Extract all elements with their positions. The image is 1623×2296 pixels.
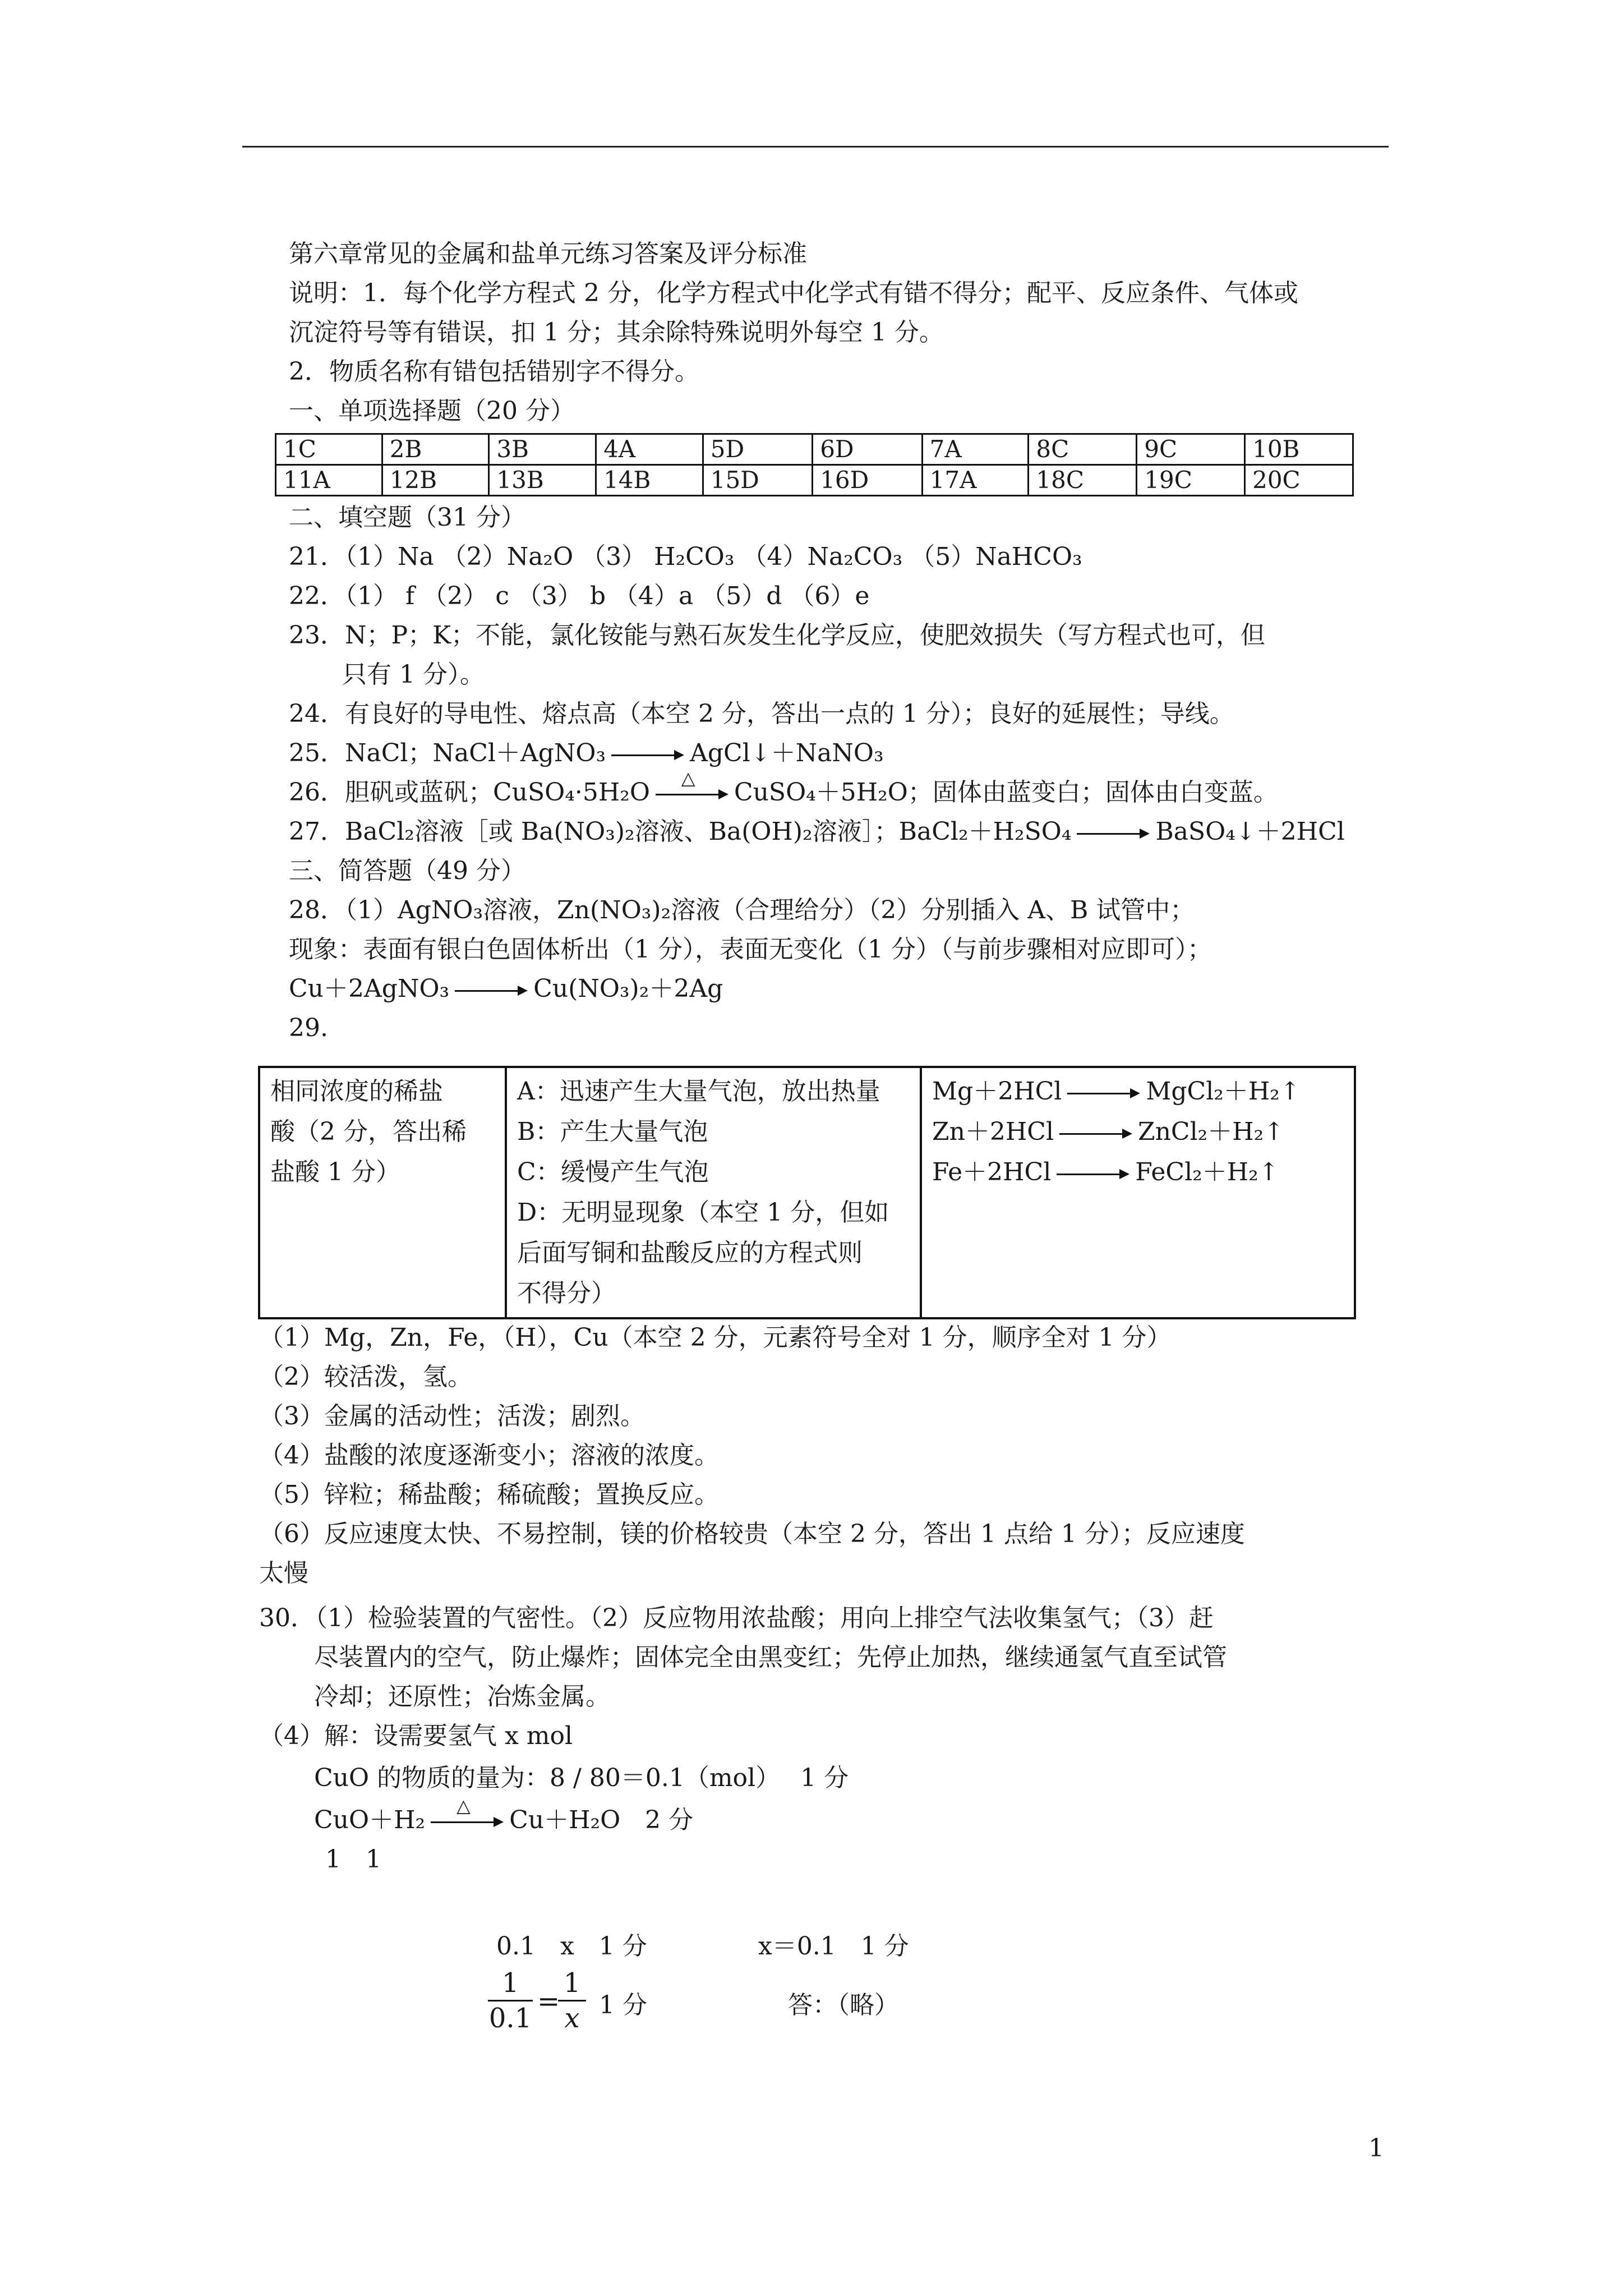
fraction-numerator: 1 — [501, 1967, 519, 1999]
final-answer: 答：（略） — [788, 1991, 899, 2019]
document-title: 第六章常见的金属和盐单元练习答案及评分标准 — [289, 240, 807, 268]
header-rule — [242, 146, 1389, 148]
answer-30-line-4: （4）解：设需要氢气 x mol — [259, 1722, 573, 1750]
equation-left: Fe＋2HCl — [932, 1158, 1052, 1186]
table-cell: 7A — [922, 434, 1029, 465]
note-line-2: 沉淀符号等有错误，扣 1 分；其余除特殊说明外每空 1 分。 — [289, 318, 944, 347]
table-cell: 1C — [276, 434, 382, 465]
equation-right: FeCl₂＋H₂↑ — [1135, 1158, 1279, 1186]
fraction-left — [488, 1966, 533, 2035]
table-cell: 6D — [813, 434, 922, 465]
heating-arrow-icon — [431, 1795, 504, 1830]
answer-29-line-2: （2）较活泼，氢。 — [259, 1363, 472, 1391]
equation-line — [932, 1071, 1344, 1112]
table-cell: 8C — [1029, 434, 1137, 465]
table-cell: 13B — [489, 465, 596, 496]
heating-arrow-icon — [656, 767, 728, 803]
reaction-arrow-icon — [611, 747, 684, 763]
answer-30-proportion-values: 0.1 x 1 分 — [496, 1932, 647, 1961]
answer-29-line-1: （1）Mg，Zn，Fe，（H），Cu（本空 2 分，元素符号全对 1 分，顺序全对 1 分） — [259, 1323, 1172, 1352]
answer-29-line-6: （6）反应速度太快、不易控制，镁的价格较贵（本空 2 分，答出 1 点给 1 分）；反应速度 — [259, 1520, 1245, 1548]
equation-left: Zn＋2HCl — [932, 1117, 1054, 1146]
answer-23-line-2: 只有 1 分）。 — [342, 660, 485, 689]
table-cell: 14B — [596, 465, 703, 496]
fraction-denominator: x — [564, 2003, 580, 2034]
choice-answer-table — [275, 433, 1354, 496]
equation-left: 27．BaCl₂溶液［或 Ba(NO₃)₂溶液、Ba(OH)₂溶液］；BaCl₂＋H₂SO₄ — [289, 817, 1072, 846]
table-cell: 17A — [922, 465, 1029, 496]
section-1-heading: 一、单项选择题（20 分） — [289, 397, 575, 425]
table-cell: 4A — [596, 434, 703, 465]
answer-29-line-4: （4）盐酸的浓度逐渐变小；溶液的浓度。 — [259, 1441, 719, 1470]
answer-30-equation — [314, 1795, 694, 1837]
cell-line: B：产生大量气泡 — [517, 1117, 708, 1146]
fraction-numerator: 1 — [563, 1967, 581, 1999]
cell-line: A：迅速产生大量气泡，放出热量 — [517, 1077, 880, 1106]
reaction-arrow-icon — [1067, 1085, 1140, 1102]
equation-left: 25．NaCl；NaCl＋AgNO₃ — [289, 739, 606, 767]
answer-29-label: 29. — [289, 1014, 328, 1042]
cell-line: 后面写铜和盐酸反应的方程式则 — [517, 1239, 863, 1267]
equation-right: ZnCl₂＋H₂↑ — [1138, 1117, 1285, 1146]
cell-line: D：无明显现象（本空 1 分，但如 — [517, 1198, 889, 1227]
answer-29-table — [258, 1066, 1356, 1319]
equation-left: Mg＋2HCl — [932, 1077, 1062, 1106]
answer-30-ratio: 1 1 — [325, 1845, 381, 1874]
answer-26 — [289, 767, 1278, 809]
equation-left: CuO＋H₂ — [314, 1806, 426, 1834]
answer-30-line-3: 冷却；还原性；冶炼金属。 — [314, 1682, 610, 1711]
table-cell: 9C — [1137, 434, 1245, 465]
page-number: 1 — [1368, 2134, 1384, 2162]
note-line-1: 说明：1．每个化学方程式 2 分，化学方程式中化学式有错不得分；配平、反应条件、气体或 — [289, 279, 1298, 307]
answer-25 — [289, 737, 884, 770]
cell-line: 不得分） — [517, 1279, 616, 1308]
table-cell: 11A — [276, 465, 382, 496]
answer-30-line-5: CuO 的物质的量为：8 / 80＝0.1（mol） 1 分 — [314, 1764, 849, 1792]
heat-symbol: △ — [457, 1795, 471, 1816]
equation-left: Cu＋2AgNO₃ — [289, 974, 450, 1003]
section-3-heading: 三、简答题（49 分） — [289, 857, 525, 885]
reaction-arrow-icon — [1057, 1166, 1129, 1182]
answer-30-result: x＝0.1 1 分 — [758, 1932, 909, 1961]
equation-line — [932, 1152, 1344, 1193]
fraction-denominator: 0.1 — [488, 2003, 532, 2034]
answer-28-line-3 — [289, 972, 723, 1006]
table-cell: 5D — [703, 434, 812, 465]
reaction-arrow-icon — [455, 982, 528, 999]
equation-right: AgCl↓＋NaNO₃ — [690, 739, 884, 767]
table-cell: 20C — [1245, 465, 1353, 496]
equals-sign: = — [537, 1986, 560, 2017]
table-cell: 3B — [489, 434, 596, 465]
table-row — [276, 465, 1353, 496]
table-cell-phenomena — [506, 1067, 921, 1318]
table-cell: 15D — [703, 465, 812, 496]
table-cell: 16D — [813, 465, 922, 496]
table-row — [276, 434, 1353, 465]
equation-right: BaSO₄↓＋2HCl — [1155, 817, 1345, 846]
section-2-heading: 二、填空题（31 分） — [289, 503, 525, 532]
answer-24: 24．有良好的导电性、熔点高（本空 2 分，答出一点的 1 分）；良好的延展性；导线。 — [289, 700, 1234, 728]
answer-21: 21．（1）Na （2）Na₂O （3） H₂CO₃ （4）Na₂CO₃ （5）NaHCO₃ — [289, 542, 1082, 571]
answer-29-line-5: （5）锌粒；稀盐酸；稀硫酸；置换反应。 — [259, 1480, 719, 1509]
answer-30-line-1: 30．（1）检验装置的气密性。（2）反应物用浓盐酸；用向上排空气法收集氢气；（3）赶 — [259, 1604, 1214, 1632]
answer-29-line-3: （3）金属的活动性；活泼；剧烈。 — [259, 1402, 645, 1430]
equation-left: 26．胆矾或蓝矾；CuSO₄·5H₂O — [289, 778, 650, 807]
table-cell: 18C — [1029, 465, 1137, 496]
note-line-3: 2．物质名称有错包括错别字不得分。 — [289, 357, 699, 386]
answer-28-line-2: 现象：表面有银白色固体析出（1 分），表面无变化（1 分）（与前步骤相对应即可）； — [289, 935, 1212, 964]
fraction-right — [558, 1966, 586, 2035]
reaction-arrow-icon — [1077, 825, 1150, 842]
fraction-score: 1 分 — [599, 1991, 647, 2019]
answer-30-line-2: 尽装置内的空气，防止爆炸；固体完全由黑变红；先停止加热，继续通氢气直至试管 — [314, 1643, 1227, 1672]
table-cell: 12B — [382, 465, 489, 496]
equation-right: CuSO₄＋5H₂O；固体由蓝变白；固体由白变蓝。 — [734, 778, 1278, 807]
table-cell-reagent — [259, 1067, 506, 1318]
reaction-arrow-icon — [1059, 1125, 1132, 1142]
table-cell: 19C — [1137, 465, 1245, 496]
equation-right: MgCl₂＋H₂↑ — [1146, 1077, 1301, 1106]
table-cell-equations — [921, 1067, 1355, 1318]
answer-29-line-7: 太慢 — [259, 1559, 308, 1588]
answer-22: 22．（1） f （2） c （3） b （4）a （5）d （6）e — [289, 582, 870, 610]
cell-line: 相同浓度的稀盐 — [270, 1077, 443, 1106]
cell-line: 酸（2 分，答出稀 — [270, 1117, 467, 1146]
cell-line: C：缓慢产生气泡 — [517, 1158, 709, 1186]
table-cell: 2B — [382, 434, 489, 465]
answer-23-line-1: 23．N；P；K；不能，氯化铵能与熟石灰发生化学反应，使肥效损失（写方程式也可，但 — [289, 621, 1265, 650]
heat-symbol: △ — [681, 767, 695, 789]
answer-28-line-1: 28．（1）AgNO₃溶液，Zn(NO₃)₂溶液（合理给分）（2）分别插入 A、B 试管中； — [289, 896, 1195, 924]
cell-line: 盐酸 1 分） — [270, 1158, 400, 1186]
table-row — [259, 1067, 1355, 1318]
equation-right: Cu＋H₂O 2 分 — [509, 1806, 694, 1834]
answer-27 — [289, 815, 1345, 849]
equation-right: Cu(NO₃)₂＋2Ag — [533, 974, 723, 1003]
table-cell: 10B — [1245, 434, 1353, 465]
equation-line — [932, 1112, 1344, 1152]
